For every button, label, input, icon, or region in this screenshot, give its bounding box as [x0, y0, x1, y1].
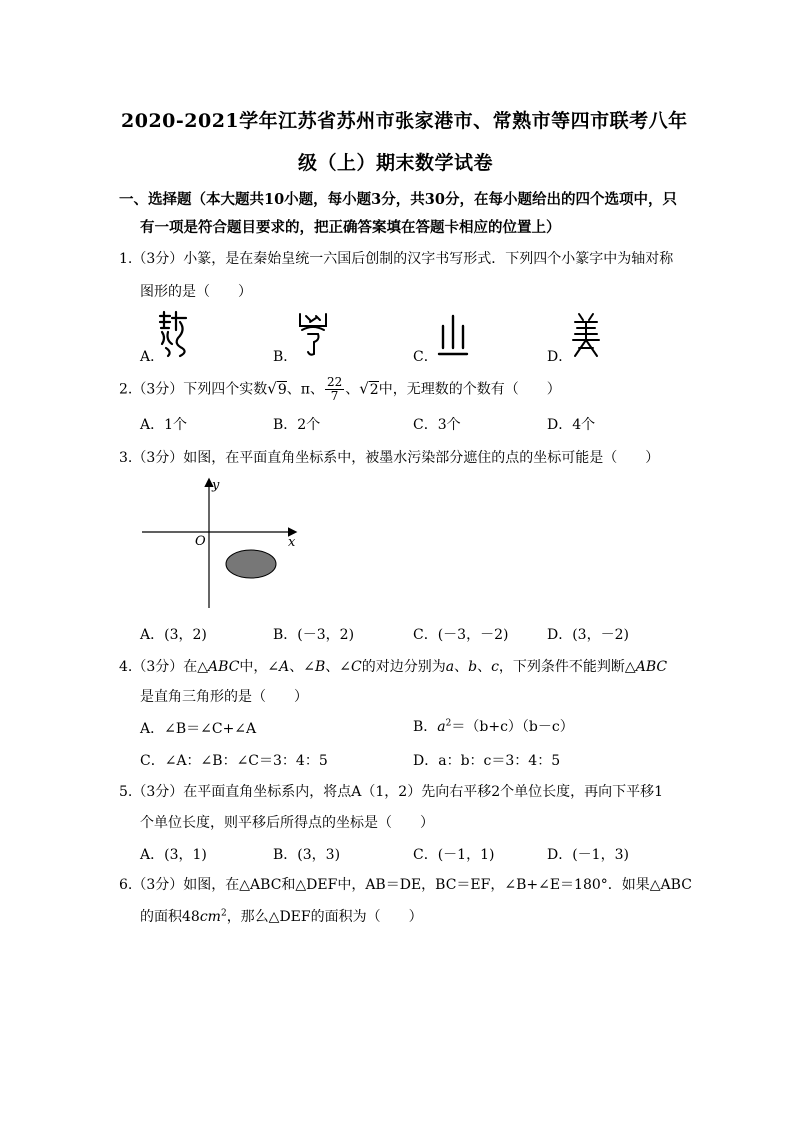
q2-option-b: B．2个 [273, 417, 321, 433]
q3-option-b: B．(－3，2) [273, 627, 355, 643]
title-line-2: 级（上）期末数学试卷 [298, 152, 494, 174]
q5-option-b: B．(3，3) [273, 847, 341, 863]
q4-line-1: 4.（3分）在△ABC中，∠A、∠B、∠C的对边分别为a、b、c，下列条件不能判断△ABC [119, 659, 668, 675]
seal-character-shu-image [158, 308, 194, 358]
q1-option-a: A． [140, 349, 165, 365]
q6-line-2: 的面积$48cm^2$，那么△DEF的面积为（ ） [140, 908, 423, 925]
q3-option-c: C．(－3，－2) [413, 627, 509, 643]
q2-option-c: C．3个 [413, 417, 461, 433]
q4-option-d: D．a：b：c＝3：4：5 [413, 753, 561, 769]
q1-line-1: 1.（3分）小篆，是在秦始皇统一六国后创制的汉字书写形式．下列四个小篆字中为轴对称 [119, 251, 674, 267]
q3-line-1: 3.（3分）如图，在平面直角坐标系中，被墨水污染部分遮住的点的坐标可能是（ ） [119, 450, 660, 466]
sqrt-9: 9 [277, 381, 287, 398]
q1-option-b: B． [273, 349, 298, 365]
sqrt-2: 2 [369, 381, 379, 398]
q4-option-c: C．∠A：∠B：∠C＝3：4：5 [140, 753, 328, 769]
x-axis-label: x [288, 535, 296, 550]
q1-option-d: D． [547, 349, 573, 365]
q5-option-c: C．(－1，1) [413, 847, 495, 863]
q5-option-d: D．(－1，3) [547, 847, 629, 863]
section-header-line-2: 有一项是符合题目要求的，把正确答案填在答题卡相应的位置上） [140, 219, 561, 236]
q1-option-c: C． [413, 349, 438, 365]
q4-option-b: B．$a^2=(b+c)(b-c)$ [413, 718, 574, 735]
q5-option-a: A．(3，1) [140, 847, 207, 863]
fraction-22-7: $\frac{22}{7}$ [326, 375, 343, 403]
q4-option-a: A．∠B＝∠C+∠A [140, 721, 257, 737]
q6-line-1: 6.（3分）如图，在△ABC和△DEF中，AB＝DE，BC＝EF，∠B+∠E＝180°．如果△ABC [119, 877, 692, 893]
q1-line-2: 图形的是（ ） [140, 284, 252, 300]
q3-option-d: D．(3，－2) [547, 627, 629, 643]
q5-line-1: 5.（3分）在平面直角坐标系内，将点A（1，2）先向右平移2个单位长度，再向下平移1 [119, 784, 664, 800]
ink-blot [226, 550, 276, 578]
q2-option-d: D．4个 [547, 417, 596, 433]
y-axis-label: y [212, 478, 220, 493]
origin-label: O [195, 534, 206, 549]
title-line-1: 2020-2021学年江苏省苏州市张家港市、常熟市等四市联考八年 [121, 110, 688, 132]
seal-character-mei-image [569, 312, 603, 360]
coordinate-plane-figure [140, 476, 300, 611]
q4-line-2: 是直角三角形的是（ ） [140, 689, 308, 705]
q3-option-a: A．(3，2) [140, 627, 207, 643]
seal-character-bi-image [437, 314, 469, 358]
seal-character-xue-image [296, 310, 330, 358]
q5-line-2: 个单位长度，则平移后所得点的坐标是（ ） [140, 815, 434, 831]
q2-stem: 2.（3分）下列四个实数√9、π、 $\frac{22}{7}$ 、√2中，无理数的个数有（ ） [119, 375, 561, 403]
section-header-line-1: 一、选择题（本大题共10小题，每小题3分，共30分，在每小题给出的四个选项中，只 [119, 191, 677, 208]
q2-option-a: A．1个 [140, 417, 188, 433]
